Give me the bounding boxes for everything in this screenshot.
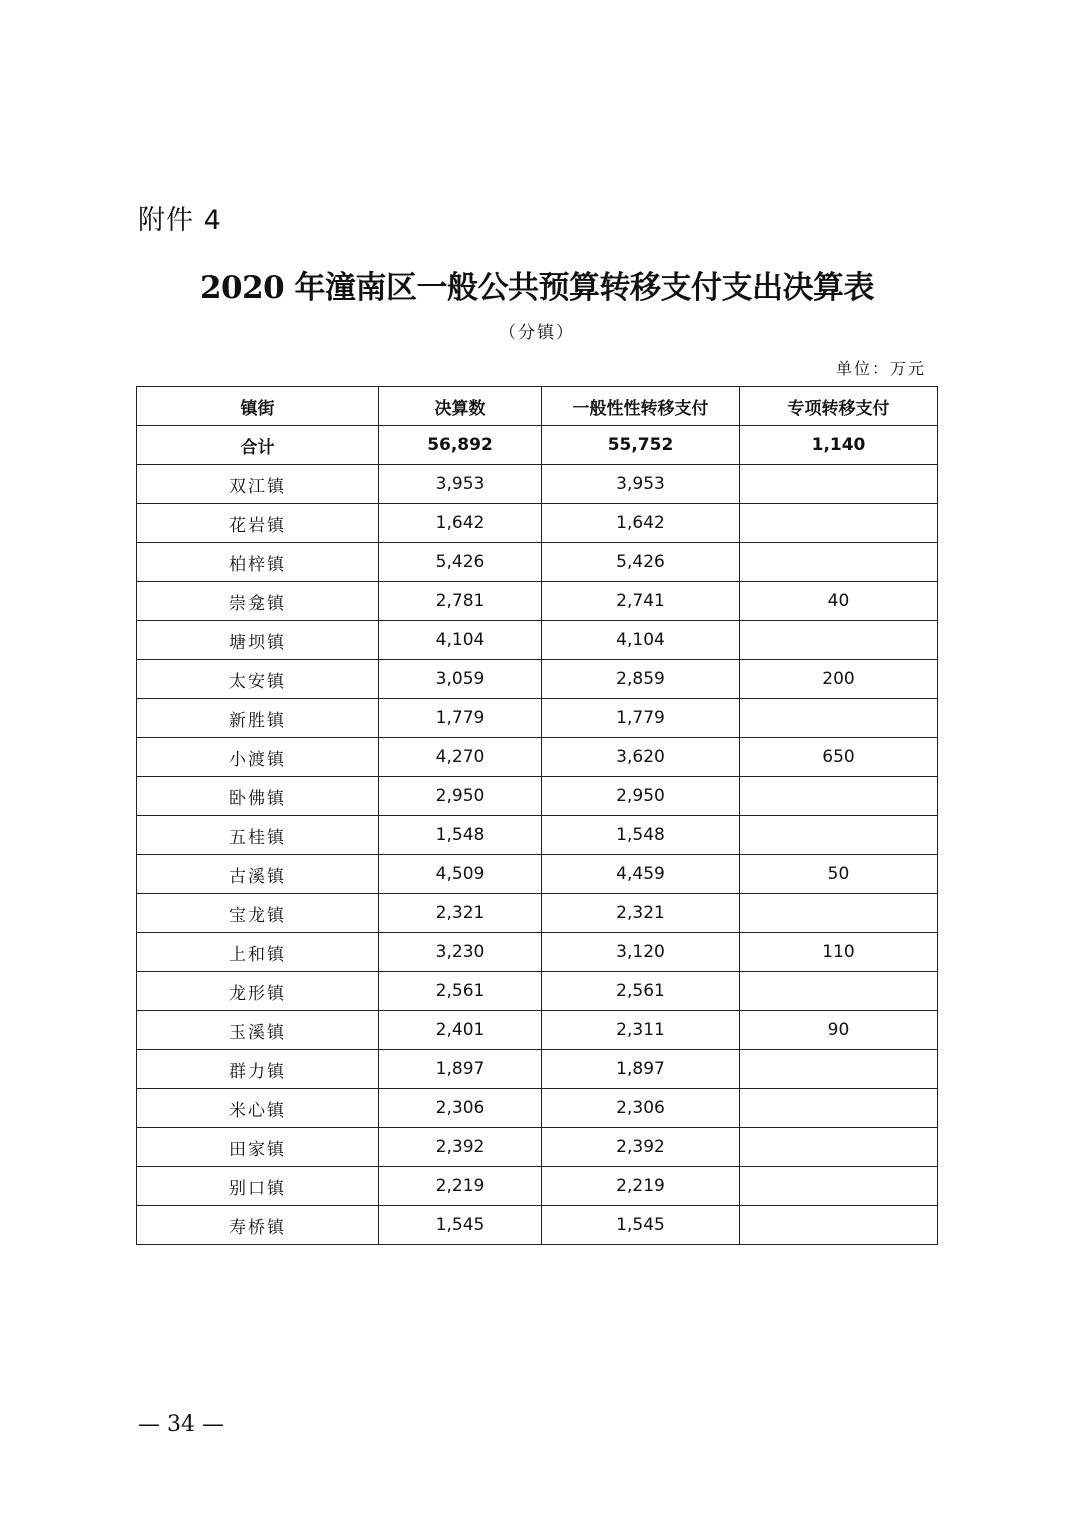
table-row xyxy=(137,582,938,621)
cell-general: 2,950 xyxy=(542,777,740,816)
cell-actual: 2,781 xyxy=(379,582,542,621)
cell-special xyxy=(740,972,938,1011)
cell-actual: 2,306 xyxy=(379,1089,542,1128)
table-row xyxy=(137,1206,938,1245)
cell-general: 2,311 xyxy=(542,1011,740,1050)
cell-actual: 3,953 xyxy=(379,465,542,504)
cell-general: 5,426 xyxy=(542,543,740,582)
cell-actual: 2,321 xyxy=(379,894,542,933)
cell-actual: 2,392 xyxy=(379,1128,542,1167)
cell-actual: 2,950 xyxy=(379,777,542,816)
cell-actual: 1,897 xyxy=(379,1050,542,1089)
cell-town: 卧佛镇 xyxy=(137,777,379,816)
document-title: 2020 年潼南区一般公共预算转移支付支出决算表 xyxy=(199,270,875,306)
cell-actual: 1,779 xyxy=(379,699,542,738)
cell-town: 玉溪镇 xyxy=(137,1011,379,1050)
cell-general: 1,779 xyxy=(542,699,740,738)
cell-special: 200 xyxy=(740,660,938,699)
cell-town: 古溪镇 xyxy=(137,855,379,894)
cell-actual: 5,426 xyxy=(379,543,542,582)
cell-special xyxy=(740,1206,938,1245)
table-row xyxy=(137,699,938,738)
cell-actual: 1,642 xyxy=(379,504,542,543)
cell-special xyxy=(740,699,938,738)
cell-general: 3,953 xyxy=(542,465,740,504)
cell-special xyxy=(740,465,938,504)
page-number: — 34 — xyxy=(138,1412,224,1437)
cell-town: 龙形镇 xyxy=(137,972,379,1011)
cell-general: 2,859 xyxy=(542,660,740,699)
cell-general: 3,620 xyxy=(542,738,740,777)
cell-special: 50 xyxy=(740,855,938,894)
cell-general: 2,306 xyxy=(542,1089,740,1128)
cell-actual: 2,561 xyxy=(379,972,542,1011)
cell-actual: 1,548 xyxy=(379,816,542,855)
cell-actual: 3,230 xyxy=(379,933,542,972)
table-row xyxy=(137,1011,938,1050)
cell-special xyxy=(740,1167,938,1206)
cell-actual: 4,270 xyxy=(379,738,542,777)
cell-town: 宝龙镇 xyxy=(137,894,379,933)
table-row xyxy=(137,855,938,894)
cell-general: 2,392 xyxy=(542,1128,740,1167)
table-row xyxy=(137,1167,938,1206)
cell-special xyxy=(740,621,938,660)
cell-general: 2,741 xyxy=(542,582,740,621)
cell-general: 4,459 xyxy=(542,855,740,894)
header-actual: 决算数 xyxy=(379,387,542,426)
cell-town: 新胜镇 xyxy=(137,699,379,738)
cell-special: 110 xyxy=(740,933,938,972)
table-row xyxy=(137,777,938,816)
cell-special: 90 xyxy=(740,1011,938,1050)
cell-general: 1,642 xyxy=(542,504,740,543)
cell-actual: 2,401 xyxy=(379,1011,542,1050)
cell-special xyxy=(740,1128,938,1167)
cell-actual: 2,219 xyxy=(379,1167,542,1206)
cell-actual: 4,509 xyxy=(379,855,542,894)
cell-town: 花岩镇 xyxy=(137,504,379,543)
total-name: 合计 xyxy=(137,426,379,465)
cell-town: 田家镇 xyxy=(137,1128,379,1167)
header-special: 专项转移支付 xyxy=(740,387,938,426)
total-general: 55,752 xyxy=(542,426,740,465)
cell-special: 650 xyxy=(740,738,938,777)
table-row xyxy=(137,894,938,933)
table-row xyxy=(137,465,938,504)
cell-general: 4,104 xyxy=(542,621,740,660)
cell-general: 1,897 xyxy=(542,1050,740,1089)
cell-town: 双江镇 xyxy=(137,465,379,504)
cell-special xyxy=(740,816,938,855)
cell-special xyxy=(740,504,938,543)
cell-town: 小渡镇 xyxy=(137,738,379,777)
cell-special xyxy=(740,894,938,933)
cell-general: 3,120 xyxy=(542,933,740,972)
table-row xyxy=(137,621,938,660)
total-actual: 56,892 xyxy=(379,426,542,465)
attachment-label: 附件 4 xyxy=(138,205,222,236)
cell-general: 2,219 xyxy=(542,1167,740,1206)
cell-town: 米心镇 xyxy=(137,1089,379,1128)
cell-special xyxy=(740,777,938,816)
cell-town: 太安镇 xyxy=(137,660,379,699)
cell-special: 40 xyxy=(740,582,938,621)
cell-town: 塘坝镇 xyxy=(137,621,379,660)
cell-town: 群力镇 xyxy=(137,1050,379,1089)
header-general: 一般性性转移支付 xyxy=(542,387,740,426)
cell-general: 2,561 xyxy=(542,972,740,1011)
table-row xyxy=(137,933,938,972)
cell-general: 1,545 xyxy=(542,1206,740,1245)
table-row xyxy=(137,1128,938,1167)
unit-label: 单位：万元 xyxy=(835,359,926,378)
cell-town: 崇龛镇 xyxy=(137,582,379,621)
document-subtitle: （分镇） xyxy=(499,323,575,343)
cell-general: 2,321 xyxy=(542,894,740,933)
table-row xyxy=(137,504,938,543)
cell-town: 上和镇 xyxy=(137,933,379,972)
cell-actual: 1,545 xyxy=(379,1206,542,1245)
cell-general: 1,548 xyxy=(542,816,740,855)
table-row xyxy=(137,972,938,1011)
cell-special xyxy=(740,1050,938,1089)
table-row xyxy=(137,1089,938,1128)
table-row xyxy=(137,816,938,855)
budget-table xyxy=(136,386,938,1245)
cell-actual: 3,059 xyxy=(379,660,542,699)
table-row xyxy=(137,1050,938,1089)
table-total-row xyxy=(137,426,938,465)
cell-town: 五桂镇 xyxy=(137,816,379,855)
table-row xyxy=(137,543,938,582)
cell-town: 别口镇 xyxy=(137,1167,379,1206)
header-town: 镇街 xyxy=(137,387,379,426)
table-row xyxy=(137,738,938,777)
total-special: 1,140 xyxy=(740,426,938,465)
table-row xyxy=(137,660,938,699)
table-header-row xyxy=(137,387,938,426)
cell-actual: 4,104 xyxy=(379,621,542,660)
cell-town: 柏梓镇 xyxy=(137,543,379,582)
cell-town: 寿桥镇 xyxy=(137,1206,379,1245)
cell-special xyxy=(740,1089,938,1128)
cell-special xyxy=(740,543,938,582)
